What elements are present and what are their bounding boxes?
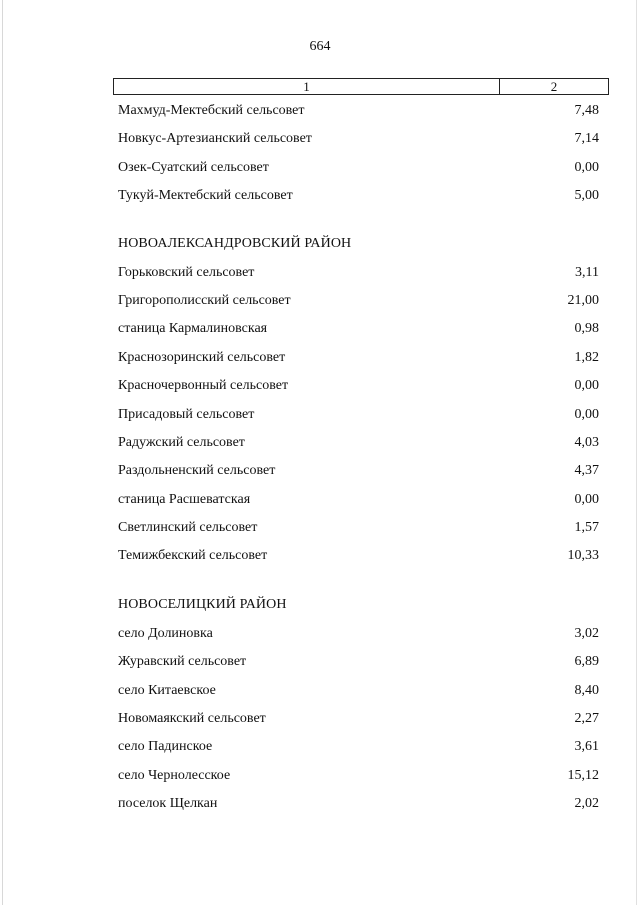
table-row	[118, 405, 599, 425]
table-row	[118, 624, 599, 644]
table-row	[118, 518, 599, 538]
row-value: 0,00	[574, 160, 599, 175]
row-value: 4,03	[574, 435, 599, 450]
row-name: станица Расшеватская	[118, 492, 251, 507]
row-name: Новкус-Артезианский сельсовет	[118, 131, 312, 146]
row-name: Светлинский сельсовет	[118, 520, 258, 535]
row-name: Красночервонный сельсовет	[118, 378, 289, 393]
row-name: Новомаякский сельсовет	[118, 711, 266, 726]
row-name: Журавский сельсовет	[118, 654, 247, 669]
row-name: Махмуд-Мектебский сельсовет	[118, 103, 305, 118]
row-name: поселок Щелкан	[118, 796, 218, 811]
row-value: 21,00	[567, 293, 599, 308]
table-row	[118, 433, 599, 453]
row-name: Озек-Суатский сельсовет	[118, 160, 269, 175]
table-header	[113, 78, 609, 95]
row-value: 3,11	[575, 265, 599, 280]
scan-edge-left	[2, 0, 3, 905]
row-value: 3,02	[574, 626, 599, 641]
row-value: 0,00	[574, 378, 599, 393]
row-name: Раздольненский сельсовет	[118, 463, 276, 478]
table-row	[118, 490, 599, 510]
row-value: 0,00	[574, 492, 599, 507]
table-row	[118, 291, 599, 311]
table-row	[118, 158, 599, 178]
table-row	[118, 376, 599, 396]
table-row	[118, 263, 599, 283]
district-title: НОВОАЛЕКСАНДРОВСКИЙ РАЙОН	[118, 236, 352, 251]
row-value: 15,12	[567, 768, 599, 783]
row-name: Григорополисский сельсовет	[118, 293, 291, 308]
row-name: Радужский сельсовет	[118, 435, 245, 450]
table-row	[118, 652, 599, 672]
row-name: Темижбекский сельсовет	[118, 548, 268, 563]
row-value: 5,00	[574, 188, 599, 203]
row-value: 7,48	[574, 103, 599, 118]
table-row	[118, 766, 599, 786]
row-value: 8,40	[574, 683, 599, 698]
row-name: станица Кармалиновская	[118, 321, 268, 336]
row-name: Присадовый сельсовет	[118, 407, 255, 422]
district-title: НОВОСЕЛИЦКИЙ РАЙОН	[118, 597, 287, 612]
row-name: село Китаевское	[118, 683, 216, 698]
row-name: село Падинское	[118, 739, 213, 754]
row-value: 2,27	[574, 711, 599, 726]
table-row	[118, 546, 599, 566]
row-value: 4,37	[574, 463, 599, 478]
table-row	[118, 737, 599, 757]
table-row	[118, 129, 599, 149]
row-value: 0,00	[574, 407, 599, 422]
row-value: 3,61	[574, 739, 599, 754]
table-row	[118, 681, 599, 701]
table-header-col1: 1	[114, 79, 500, 94]
row-value: 0,98	[574, 321, 599, 336]
row-name: Краснозоринский сельсовет	[118, 350, 286, 365]
row-value: 2,02	[574, 796, 599, 811]
table-row	[118, 794, 599, 814]
scan-edge-right	[636, 0, 637, 905]
row-name: село Долиновка	[118, 626, 213, 641]
row-value: 6,89	[574, 654, 599, 669]
table-row	[118, 319, 599, 339]
table-row	[118, 101, 599, 121]
row-value: 1,57	[574, 520, 599, 535]
row-name: село Чернолесское	[118, 768, 231, 783]
table-row	[118, 186, 599, 206]
row-value: 7,14	[574, 131, 599, 146]
table-row	[118, 461, 599, 481]
table-row	[118, 348, 599, 368]
table-row	[118, 709, 599, 729]
row-name: Тукуй-Мектебский сельсовет	[118, 188, 293, 203]
page-number: 664	[309, 39, 331, 54]
row-value: 10,33	[567, 548, 599, 563]
row-name: Горьковский сельсовет	[118, 265, 255, 280]
row-value: 1,82	[574, 350, 599, 365]
table-header-col2: 2	[550, 79, 558, 94]
